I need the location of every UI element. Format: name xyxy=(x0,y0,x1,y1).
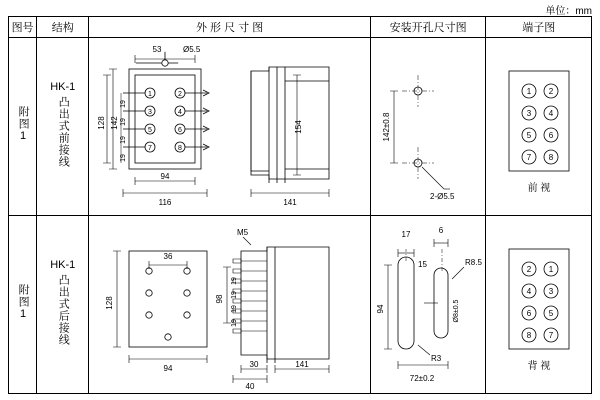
dim-19-a: 19 xyxy=(119,99,127,108)
dim-128: 128 xyxy=(96,115,106,130)
row1-model-label: HK-1 xyxy=(50,81,76,93)
row1-mounting-cell xyxy=(370,38,486,216)
terminal-4: 4 xyxy=(177,108,182,116)
row1-structure-label: 凸出式前接线 xyxy=(57,96,70,168)
header-mounting-hole: 安装开孔尺寸图 xyxy=(370,17,486,38)
dim-6: 6 xyxy=(438,225,443,235)
term-num-7: 7 xyxy=(526,152,532,162)
term2-num-3: 4 xyxy=(526,286,532,296)
term-num-6: 6 xyxy=(548,130,554,140)
row1-outline-cell xyxy=(89,38,370,216)
terminal-3: 3 xyxy=(147,108,152,116)
dim-2-d55: 2-Ø5.5 xyxy=(429,191,455,201)
row2-outline-svg xyxy=(91,219,369,391)
row1-structure xyxy=(37,38,89,216)
row1-drawing-no-label: 附图1 xyxy=(17,105,30,143)
dim-17: 17 xyxy=(401,229,411,239)
term-num-5: 5 xyxy=(526,130,532,140)
header-structure: 结构 xyxy=(37,17,89,38)
row1-terminal-cell xyxy=(486,38,592,216)
term2-num-2: 1 xyxy=(548,264,554,274)
table-header-row xyxy=(9,17,592,38)
dim-116: 116 xyxy=(158,197,172,207)
dim-98: 98 xyxy=(214,294,224,303)
dim-53: 53 xyxy=(152,44,162,54)
header-drawing-no: 图号 xyxy=(9,17,37,38)
row1-drawing-no xyxy=(9,38,37,216)
term2-num-6: 5 xyxy=(548,308,554,318)
term-num-8: 8 xyxy=(548,152,554,162)
dim-142: 142 xyxy=(109,115,119,130)
dim-141b: 141 xyxy=(294,359,309,369)
term-num-1: 1 xyxy=(526,86,532,96)
term2-num-1: 2 xyxy=(526,264,532,274)
dim-30: 30 xyxy=(249,359,259,369)
dim-d55: Ø5.5 xyxy=(182,44,200,54)
dim-15: 15 xyxy=(417,259,427,269)
dim-142-tol: 142±0.8 xyxy=(381,112,391,141)
term-num-3: 3 xyxy=(526,108,532,118)
terminal-6: 6 xyxy=(177,126,182,134)
row2-outline-cell xyxy=(89,216,370,394)
row2-terminal-cell xyxy=(486,216,592,394)
dim-d8: Ø8±0.5 xyxy=(452,299,460,322)
terminal-2: 2 xyxy=(177,90,182,98)
dim-19-h: 19 xyxy=(230,318,238,327)
row1-terminal-svg xyxy=(487,41,590,213)
terminal-5: 5 xyxy=(147,126,152,134)
dim-141: 141 xyxy=(282,197,297,207)
term-num-4: 4 xyxy=(548,108,554,118)
term-num-2: 2 xyxy=(548,86,554,96)
dim-72tol: 72±0.2 xyxy=(409,373,434,383)
dim-94c: 94 xyxy=(375,304,385,313)
terminal-caption-2: 背 视 xyxy=(527,360,551,372)
term2-num-5: 6 xyxy=(526,308,532,318)
header-outline-drawing: 外 形 尺 寸 图 xyxy=(89,17,370,38)
dim-m5: M5 xyxy=(236,227,248,237)
row2-drawing-no xyxy=(9,216,37,394)
terminal-7: 7 xyxy=(147,144,152,152)
dim-19-f: 19 xyxy=(230,290,238,299)
row2-structure-label: 凸出式后接线 xyxy=(57,274,70,346)
terminal-8: 8 xyxy=(177,144,182,152)
dim-19-c: 19 xyxy=(119,135,127,144)
dim-36: 36 xyxy=(163,251,173,261)
dim-19-g: 19 xyxy=(230,304,238,313)
dim-r3: R3 xyxy=(430,353,441,363)
term2-num-8: 7 xyxy=(548,330,554,340)
row1-outline-svg xyxy=(91,41,369,213)
dim-94: 94 xyxy=(160,171,170,181)
dim-154: 154 xyxy=(293,119,303,134)
terminal-1: 1 xyxy=(147,90,152,98)
header-terminal-diagram: 端子图 xyxy=(486,17,592,38)
row1-mounting-svg xyxy=(372,41,485,213)
dim-94b: 94 xyxy=(163,363,173,373)
row2-mounting-cell xyxy=(370,216,486,394)
dim-r85: R8.5 xyxy=(464,257,482,267)
row2-terminal-svg xyxy=(487,219,590,391)
dimension-table xyxy=(8,16,592,394)
table-row xyxy=(9,38,592,216)
dim-19-d: 19 xyxy=(119,153,127,162)
row2-drawing-no-label: 附图1 xyxy=(17,283,30,321)
dim-128b: 128 xyxy=(104,295,114,310)
term2-num-4: 3 xyxy=(548,286,554,296)
table-row xyxy=(9,216,592,394)
unit-note: 单位：mm xyxy=(545,6,592,17)
row2-model-label: HK-1 xyxy=(50,259,76,271)
dim-40: 40 xyxy=(245,381,255,391)
dim-19-e: 19 xyxy=(230,276,238,285)
terminal-caption: 前 视 xyxy=(527,182,551,194)
row2-mounting-svg xyxy=(372,219,485,391)
term2-num-7: 8 xyxy=(526,330,532,340)
dim-19-b: 19 xyxy=(119,117,127,126)
row2-structure xyxy=(37,216,89,394)
